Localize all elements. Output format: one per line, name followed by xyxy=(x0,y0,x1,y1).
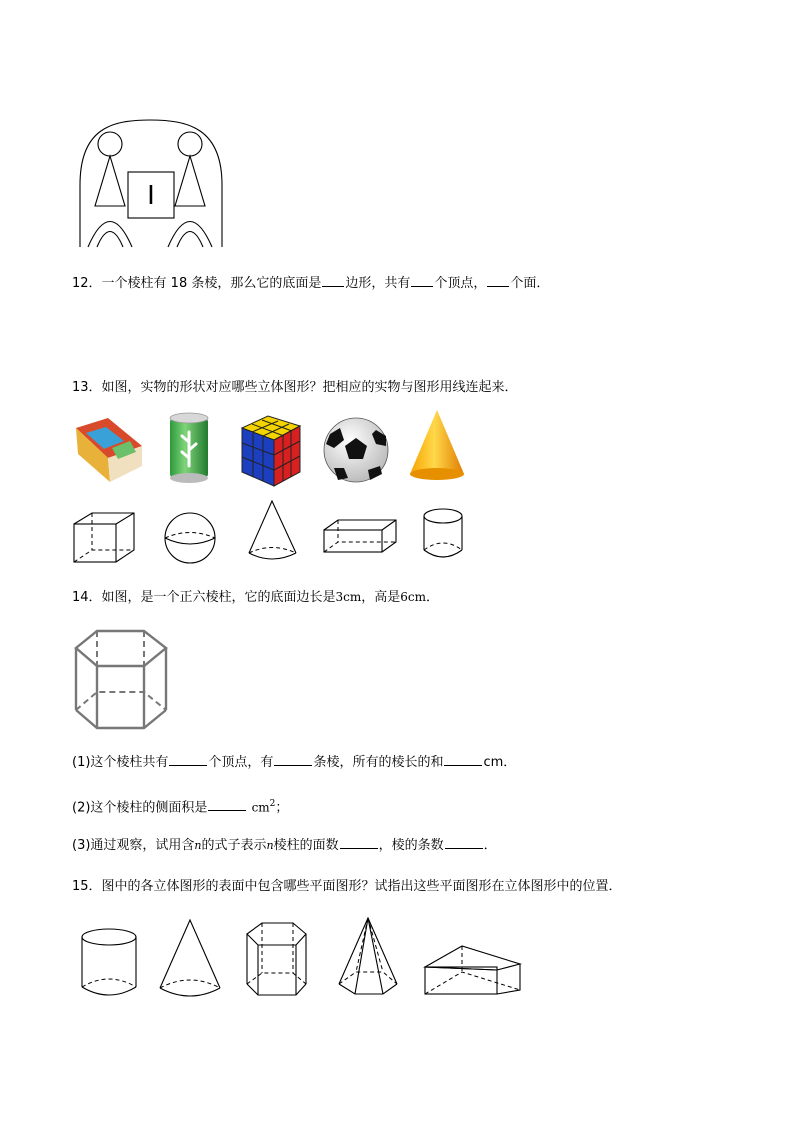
triangular-prism-figure xyxy=(425,946,520,994)
pyramid-figure xyxy=(339,918,397,994)
q14-text-3: ． xyxy=(426,590,440,605)
q12-text-3: 个顶点， xyxy=(434,276,487,291)
q14-2-text-b: ； xyxy=(275,800,289,816)
side-length-value: 3cm xyxy=(335,590,362,604)
area-unit: cm xyxy=(251,800,270,815)
q14-3-text-e: ． xyxy=(483,838,497,853)
question-number: 12． xyxy=(72,276,102,291)
q14-3-text-b: 的式子表示 xyxy=(201,838,267,853)
q14-1-text-c: 条棱，所有的棱长的和 xyxy=(313,755,444,770)
q14-3-text-a: (3)通过观察，试用含 xyxy=(72,838,195,853)
q14-1-text-a: (1)这个棱柱共有 xyxy=(72,755,169,770)
area-unit-exponent: 2 xyxy=(269,799,276,809)
q14-1-text-d: cm． xyxy=(483,755,517,770)
figure-letter: I xyxy=(147,181,155,211)
variable-n: n xyxy=(266,839,274,852)
q12-text-4: 个面． xyxy=(510,276,550,291)
question-13: 13．如图，实物的形状对应哪些立体图形？把相应的实物与图形用线连起来． xyxy=(72,380,518,395)
q12-text-1: 一个棱柱有 18 条棱，那么它的底面是 xyxy=(101,276,322,291)
q12-text-2: 边形，共有 xyxy=(345,276,411,291)
question-15: 15．图中的各立体图形的表面中包含哪些平面图形？试指出这些平面图形在立体图形中的位置． xyxy=(72,879,622,894)
cylinder-figure xyxy=(82,929,136,995)
cone-figure xyxy=(160,920,220,996)
q14-text-1: 14．如图，是一个正六棱柱，它的底面边长是 xyxy=(72,590,336,605)
height-value: 6cm xyxy=(400,590,427,604)
q14-text-2: ，高是 xyxy=(361,590,401,605)
q14-3-text-d: ，棱的条数 xyxy=(378,838,444,853)
variable-n: n xyxy=(194,839,202,852)
q14-1-text-b: 个顶点，有 xyxy=(208,755,274,770)
q14-3-text-c: 棱柱的面数 xyxy=(273,838,339,853)
q14-2-text-a: (2)这个棱柱的侧面积是 xyxy=(72,800,208,816)
pentagonal-prism-figure xyxy=(247,923,306,995)
